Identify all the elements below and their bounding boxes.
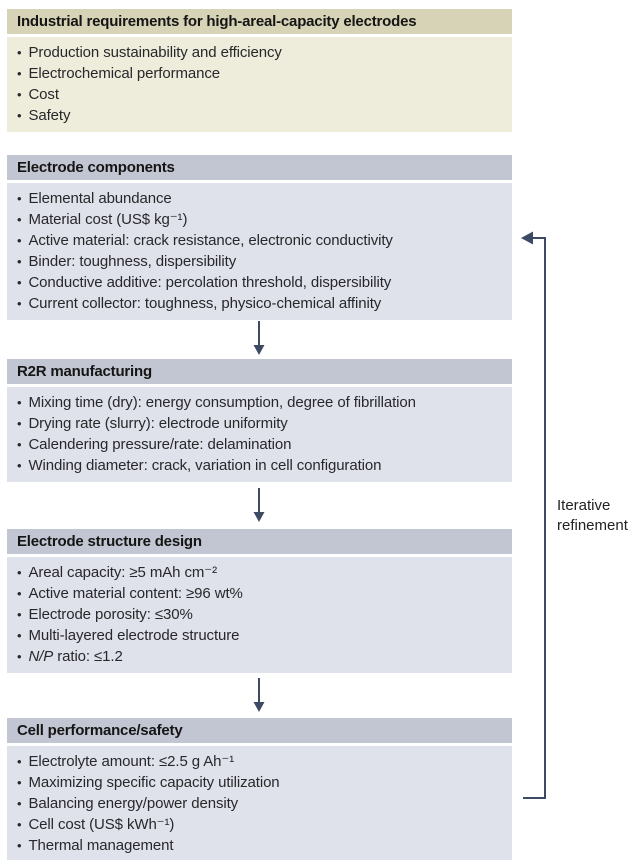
list-item [17,188,502,209]
down-arrow-icon [252,488,266,523]
box-industrial-requirements [7,9,512,132]
list-item-text: Thermal management [28,837,174,854]
list-item [17,42,502,63]
box-header [7,359,512,384]
box-electrode-structure-design [7,529,512,673]
bullet-glyph: • [17,45,22,60]
bullet-glyph: • [17,754,22,769]
list-item-text: Safety [28,107,71,124]
list-item-text: Elemental abundance [28,190,172,207]
box-title: Cell performance/safety [17,722,183,739]
bullet-glyph: • [17,254,22,269]
list-item-text: Electrochemical performance [28,65,220,82]
box-electrode-components [7,155,512,320]
list-item [17,562,502,583]
list-item [17,583,502,604]
list-item-text: Maximizing specific capacity utilization [28,774,280,791]
bullet-glyph: • [17,586,22,601]
list-item-text: Active material content: ≥96 wt% [28,585,243,602]
list-item [17,413,502,434]
bullet-glyph: • [17,817,22,832]
box-title: Industrial requirements for high-areal-capacity electrodes [17,13,417,30]
list-item [17,604,502,625]
down-arrow-icon [252,321,266,356]
list-item [17,392,502,413]
bullet-list [7,746,512,860]
bullet-glyph: • [17,212,22,227]
list-item-text: Balancing energy/power density [28,795,239,812]
list-item-text: Mixing time (dry): energy consumption, degree of fibrillation [28,394,416,411]
bullet-glyph: • [17,437,22,452]
list-item [17,105,502,126]
list-item [17,751,502,772]
bullet-glyph: • [17,775,22,790]
list-item-text: Cost [28,86,59,103]
list-item-text: Electrode porosity: ≤30% [28,606,193,623]
list-item-text: Binder: toughness, dispersibility [28,253,237,270]
bullet-list [7,557,512,673]
box-header [7,718,512,743]
box-header [7,9,512,34]
box-cell-performance-safety [7,718,512,860]
list-item-text: Cell cost (US$ kWh⁻¹) [28,816,175,833]
list-item-text: Drying rate (slurry): electrode uniformity [28,415,288,432]
box-header [7,155,512,180]
list-item [17,625,502,646]
bullet-glyph: • [17,108,22,123]
box-title: Electrode components [17,159,175,176]
list-item [17,63,502,84]
list-item [17,793,502,814]
bullet-list [7,387,512,482]
bullet-glyph: • [17,87,22,102]
bullet-glyph: • [17,628,22,643]
list-item [17,251,502,272]
box-title: R2R manufacturing [17,363,152,380]
bullet-glyph: • [17,416,22,431]
bullet-glyph: • [17,275,22,290]
bullet-list [7,37,512,132]
bullet-glyph: • [17,233,22,248]
list-item [17,272,502,293]
list-item [17,434,502,455]
iterative-refinement-label: Iterative refinement [557,497,628,534]
list-item [17,293,502,314]
bullet-glyph: • [17,649,22,664]
list-item-text: Conductive additive: percolation threshold, dispersibility [28,274,392,291]
list-item-text: Production sustainability and efficiency [28,44,282,61]
list-item-text: Active material: crack resistance, electronic conductivity [28,232,393,249]
bullet-glyph: • [17,191,22,206]
bullet-glyph: • [17,607,22,622]
list-item [17,772,502,793]
bullet-glyph: • [17,395,22,410]
list-item-text: Calendering pressure/rate: delamination [28,436,292,453]
list-item-text: Areal capacity: ≥5 mAh cm⁻² [28,564,217,581]
list-item [17,84,502,105]
list-item [17,455,502,476]
list-item [17,230,502,251]
list-item [17,209,502,230]
bullet-glyph: • [17,796,22,811]
bullet-list [7,183,512,320]
box-header [7,529,512,554]
list-item [17,835,502,856]
bullet-glyph: • [17,565,22,580]
list-item [17,814,502,835]
list-item-text: Multi-layered electrode structure [28,627,240,644]
box-r2r-manufacturing [7,359,512,482]
bullet-glyph: • [17,458,22,473]
box-title: Electrode structure design [17,533,202,550]
list-item-text [28,646,122,667]
list-item-text: Winding diameter: crack, variation in cell configuration [28,457,382,474]
bullet-glyph: • [17,296,22,311]
list-item [17,646,502,667]
down-arrow-icon [252,678,266,713]
list-item-text-rest: ratio: ≤1.2 [53,648,123,665]
list-item-text: Current collector: toughness, physico-chemical affinity [28,295,382,312]
list-item-text: Electrolyte amount: ≤2.5 g Ah⁻¹ [28,753,235,770]
bullet-glyph: • [17,838,22,853]
italic-term: N/P [28,648,54,665]
list-item-text: Material cost (US$ kg⁻¹) [28,211,188,228]
bullet-glyph: • [17,66,22,81]
